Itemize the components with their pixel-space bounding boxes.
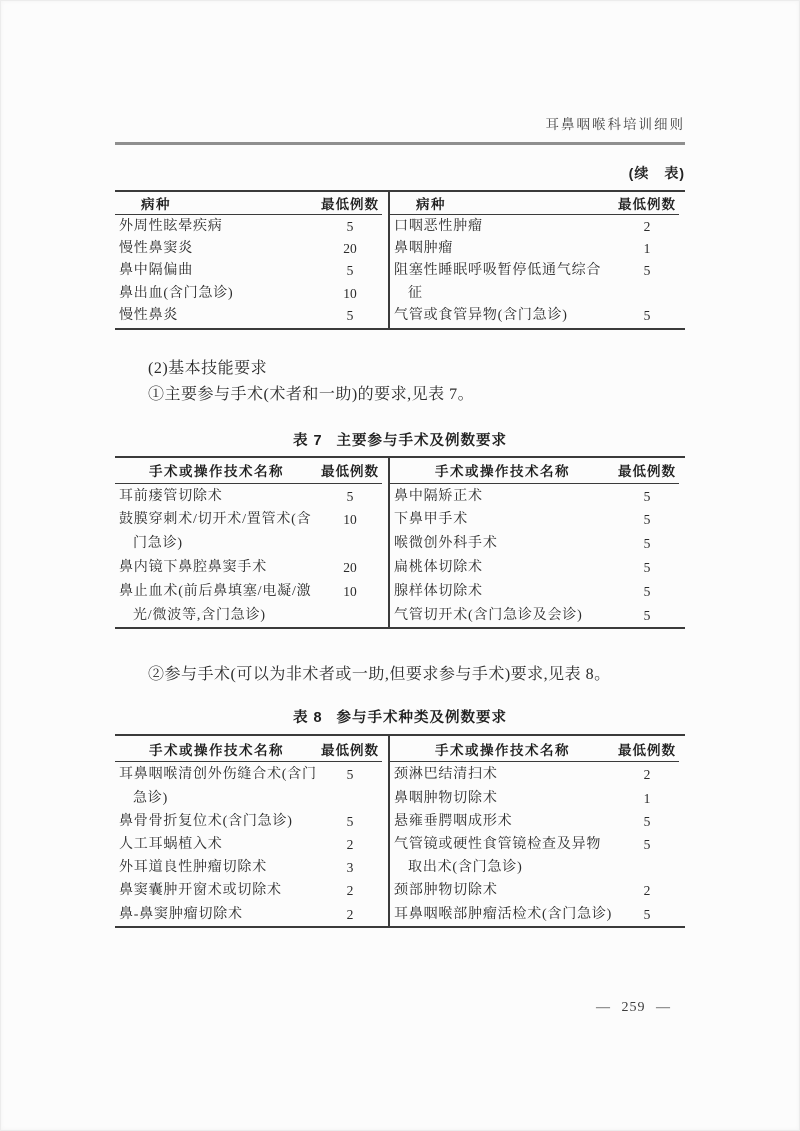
- disease-name: 口咽恶性肿瘤: [394, 218, 483, 234]
- table-row: [115, 260, 382, 282]
- table-row: [115, 216, 382, 238]
- procedure-name: 鼻中隔矫正术: [394, 488, 483, 504]
- min-case-count: 3: [346, 860, 354, 876]
- table-row: [115, 485, 382, 509]
- disease-name: 外周性眩晕疾病: [119, 218, 223, 234]
- min-case-count: 5: [643, 607, 651, 623]
- disease-name: 慢性鼻炎: [119, 308, 179, 324]
- table7-caption-label: 表 7: [292, 432, 323, 449]
- table-body: [115, 215, 382, 328]
- table-body: [115, 762, 382, 925]
- min-case-count: 5: [643, 559, 651, 575]
- min-case-count: 5: [346, 308, 354, 324]
- procedure-name: 鼻窦囊肿开窗术或切除术: [119, 883, 282, 899]
- procedure-name: 悬雍垂腭咽成形术: [394, 813, 513, 829]
- column-header-min-cases: 最低例数: [617, 196, 676, 212]
- disease-name: 气管或食管异物(含门急诊): [394, 308, 568, 324]
- table-row: [115, 556, 382, 580]
- table-row: [390, 260, 679, 305]
- table-row: [115, 763, 382, 809]
- table-row: [390, 508, 679, 532]
- table-body: [390, 762, 679, 925]
- table-row: [115, 305, 382, 327]
- procedure-name: 耳鼻咽喉清创外伤缝合术(含门急诊): [119, 767, 317, 806]
- table-continued-right-half: [388, 192, 685, 328]
- table-row: [390, 216, 679, 238]
- min-case-count: 5: [643, 813, 651, 829]
- table7-caption: [115, 429, 685, 450]
- column-header-min-cases: 最低例数: [321, 196, 380, 212]
- page-number: — 259 —: [596, 999, 671, 1015]
- table-row: [115, 879, 382, 902]
- min-case-count: 5: [643, 263, 651, 279]
- procedure-name: 鼻-鼻窦肿瘤切除术: [119, 906, 243, 922]
- section-basic-skills: [115, 356, 685, 408]
- min-case-count: 10: [343, 285, 357, 301]
- table8-caption-title: 参与手术种类及例数要求: [336, 710, 508, 727]
- disease-name: 鼻出血(含门急诊): [119, 285, 234, 301]
- table-continued-left-half: [115, 192, 388, 328]
- procedure-name: 颈淋巴结清扫术: [394, 767, 498, 783]
- procedure-name: 人工耳蜗植入术: [119, 836, 223, 852]
- running-header: 耳鼻咽喉科培训细则: [545, 117, 685, 132]
- min-case-count: 5: [643, 536, 651, 552]
- procedure-name: 下鼻甲手术: [394, 512, 469, 528]
- min-case-count: 5: [346, 767, 354, 783]
- table-row: [390, 810, 679, 833]
- disease-name: 慢性鼻窦炎: [119, 240, 193, 256]
- min-case-count: 1: [643, 240, 651, 256]
- table-row: [115, 833, 382, 856]
- column-header-procedure: 手术或操作技术名称: [435, 464, 570, 480]
- min-case-count: 2: [643, 767, 651, 783]
- min-case-count: 5: [346, 813, 354, 829]
- table-row: [115, 238, 382, 260]
- paragraph-main-surgery-requirement: ①主要参与手术(术者和一助)的要求,见表 7。: [148, 385, 475, 403]
- column-header-disease: 病种: [416, 196, 447, 212]
- disease-name: 鼻中隔偏曲: [119, 263, 193, 279]
- header-rule: [115, 142, 685, 145]
- table-header-row: [390, 192, 679, 215]
- procedure-name: 鼻骨骨折复位术(含门急诊): [119, 813, 293, 829]
- disease-name: 鼻咽肿瘤: [394, 240, 454, 256]
- table7-left-half: [115, 458, 388, 628]
- min-case-count: 2: [346, 883, 354, 899]
- min-case-count: 2: [346, 906, 354, 922]
- table-row: [115, 903, 382, 926]
- table-row: [390, 532, 679, 556]
- disease-name: 阻塞性睡眠呼吸暂停低通气综合征: [394, 263, 602, 301]
- min-case-count: 5: [346, 263, 354, 279]
- table-row: [115, 283, 382, 305]
- procedure-name: 鼻内镜下鼻腔鼻窦手术: [119, 559, 267, 575]
- procedure-name: 气管镜或硬性食管镜检查及异物取出术(含门急诊): [394, 836, 602, 876]
- column-header-procedure: 手术或操作技术名称: [149, 742, 284, 758]
- table8-caption-label: 表 8: [292, 710, 323, 727]
- min-case-count: 5: [643, 488, 651, 504]
- min-case-count: 10: [343, 583, 357, 599]
- table-body: [115, 484, 382, 628]
- min-case-count: 1: [643, 790, 651, 806]
- min-case-count: 10: [343, 512, 357, 528]
- table-header-row: [115, 458, 382, 484]
- table-body: [390, 484, 679, 628]
- column-header-procedure: 手术或操作技术名称: [435, 742, 570, 758]
- min-case-count: 2: [643, 218, 651, 234]
- table-row: [390, 833, 679, 879]
- table-row: [390, 238, 679, 260]
- table-row: [390, 485, 679, 509]
- table-body: [390, 215, 679, 328]
- procedure-name: 扁桃体切除术: [394, 559, 483, 575]
- min-case-count: 5: [643, 512, 651, 528]
- min-case-count: 2: [346, 836, 354, 852]
- procedure-name: 颈部肿物切除术: [394, 883, 498, 899]
- min-case-count: 20: [343, 240, 357, 256]
- table8-left-half: [115, 736, 388, 925]
- table8-caption: [115, 706, 685, 727]
- table-header-row: [390, 458, 679, 484]
- table-row: [390, 763, 679, 786]
- procedure-name: 喉微创外科手术: [394, 536, 498, 552]
- table-header-row: [390, 736, 679, 762]
- procedure-name: 耳前瘘管切除术: [119, 488, 223, 504]
- procedure-name: 鼓膜穿刺术/切开术/置管术(含门急诊): [119, 512, 312, 552]
- table-row: [390, 879, 679, 902]
- procedure-name: 耳鼻咽喉部肿瘤活检术(含门急诊): [394, 906, 613, 922]
- table-header-row: [115, 192, 382, 215]
- table-row: [115, 580, 382, 628]
- column-header-procedure: 手术或操作技术名称: [149, 464, 284, 480]
- table-row: [390, 556, 679, 580]
- min-case-count: 5: [643, 308, 651, 324]
- table7-caption-title: 主要参与手术及例数要求: [336, 432, 508, 449]
- table-row: [390, 787, 679, 810]
- column-header-min-cases: 最低例数: [617, 464, 676, 480]
- procedure-name: 气管切开术(含门急诊及会诊): [394, 607, 583, 623]
- table-row: [115, 508, 382, 556]
- procedure-name: 鼻咽肿物切除术: [394, 790, 498, 806]
- min-case-count: 5: [346, 488, 354, 504]
- page-content: [115, 0, 685, 1016]
- continued-table-label: (续 表): [628, 164, 685, 181]
- column-header-min-cases: 最低例数: [321, 742, 380, 758]
- column-header-disease: 病种: [141, 196, 171, 212]
- table-7: [115, 456, 685, 630]
- table-header-row: [115, 736, 382, 762]
- min-case-count: 5: [643, 836, 651, 852]
- table-row: [390, 580, 679, 604]
- min-case-count: 2: [643, 883, 651, 899]
- paragraph-participate-surgery-requirement: ②参与手术(可以为非术者或一助,但要求参与手术)要求,见表 8。: [148, 666, 611, 684]
- min-case-count: 20: [343, 559, 357, 575]
- column-header-min-cases: 最低例数: [321, 464, 380, 480]
- paragraph-basic-skills-heading: (2)基本技能要求: [148, 359, 268, 377]
- table-row: [390, 903, 679, 926]
- min-case-count: 5: [346, 218, 354, 234]
- procedure-name: 鼻止血术(前后鼻填塞/电凝/激光/微波等,含门急诊): [119, 583, 312, 623]
- procedure-name: 腺样体切除术: [394, 583, 483, 599]
- table-row: [115, 856, 382, 879]
- table-8: [115, 734, 685, 927]
- min-case-count: 5: [643, 583, 651, 599]
- table-row: [390, 604, 679, 628]
- min-case-count: 5: [643, 906, 651, 922]
- table7-right-half: [388, 458, 685, 628]
- table-continued: [115, 190, 685, 330]
- column-header-min-cases: 最低例数: [617, 742, 676, 758]
- table-row: [390, 305, 679, 327]
- table-row: [115, 810, 382, 833]
- table8-right-half: [388, 736, 685, 925]
- procedure-name: 外耳道良性肿瘤切除术: [119, 860, 267, 876]
